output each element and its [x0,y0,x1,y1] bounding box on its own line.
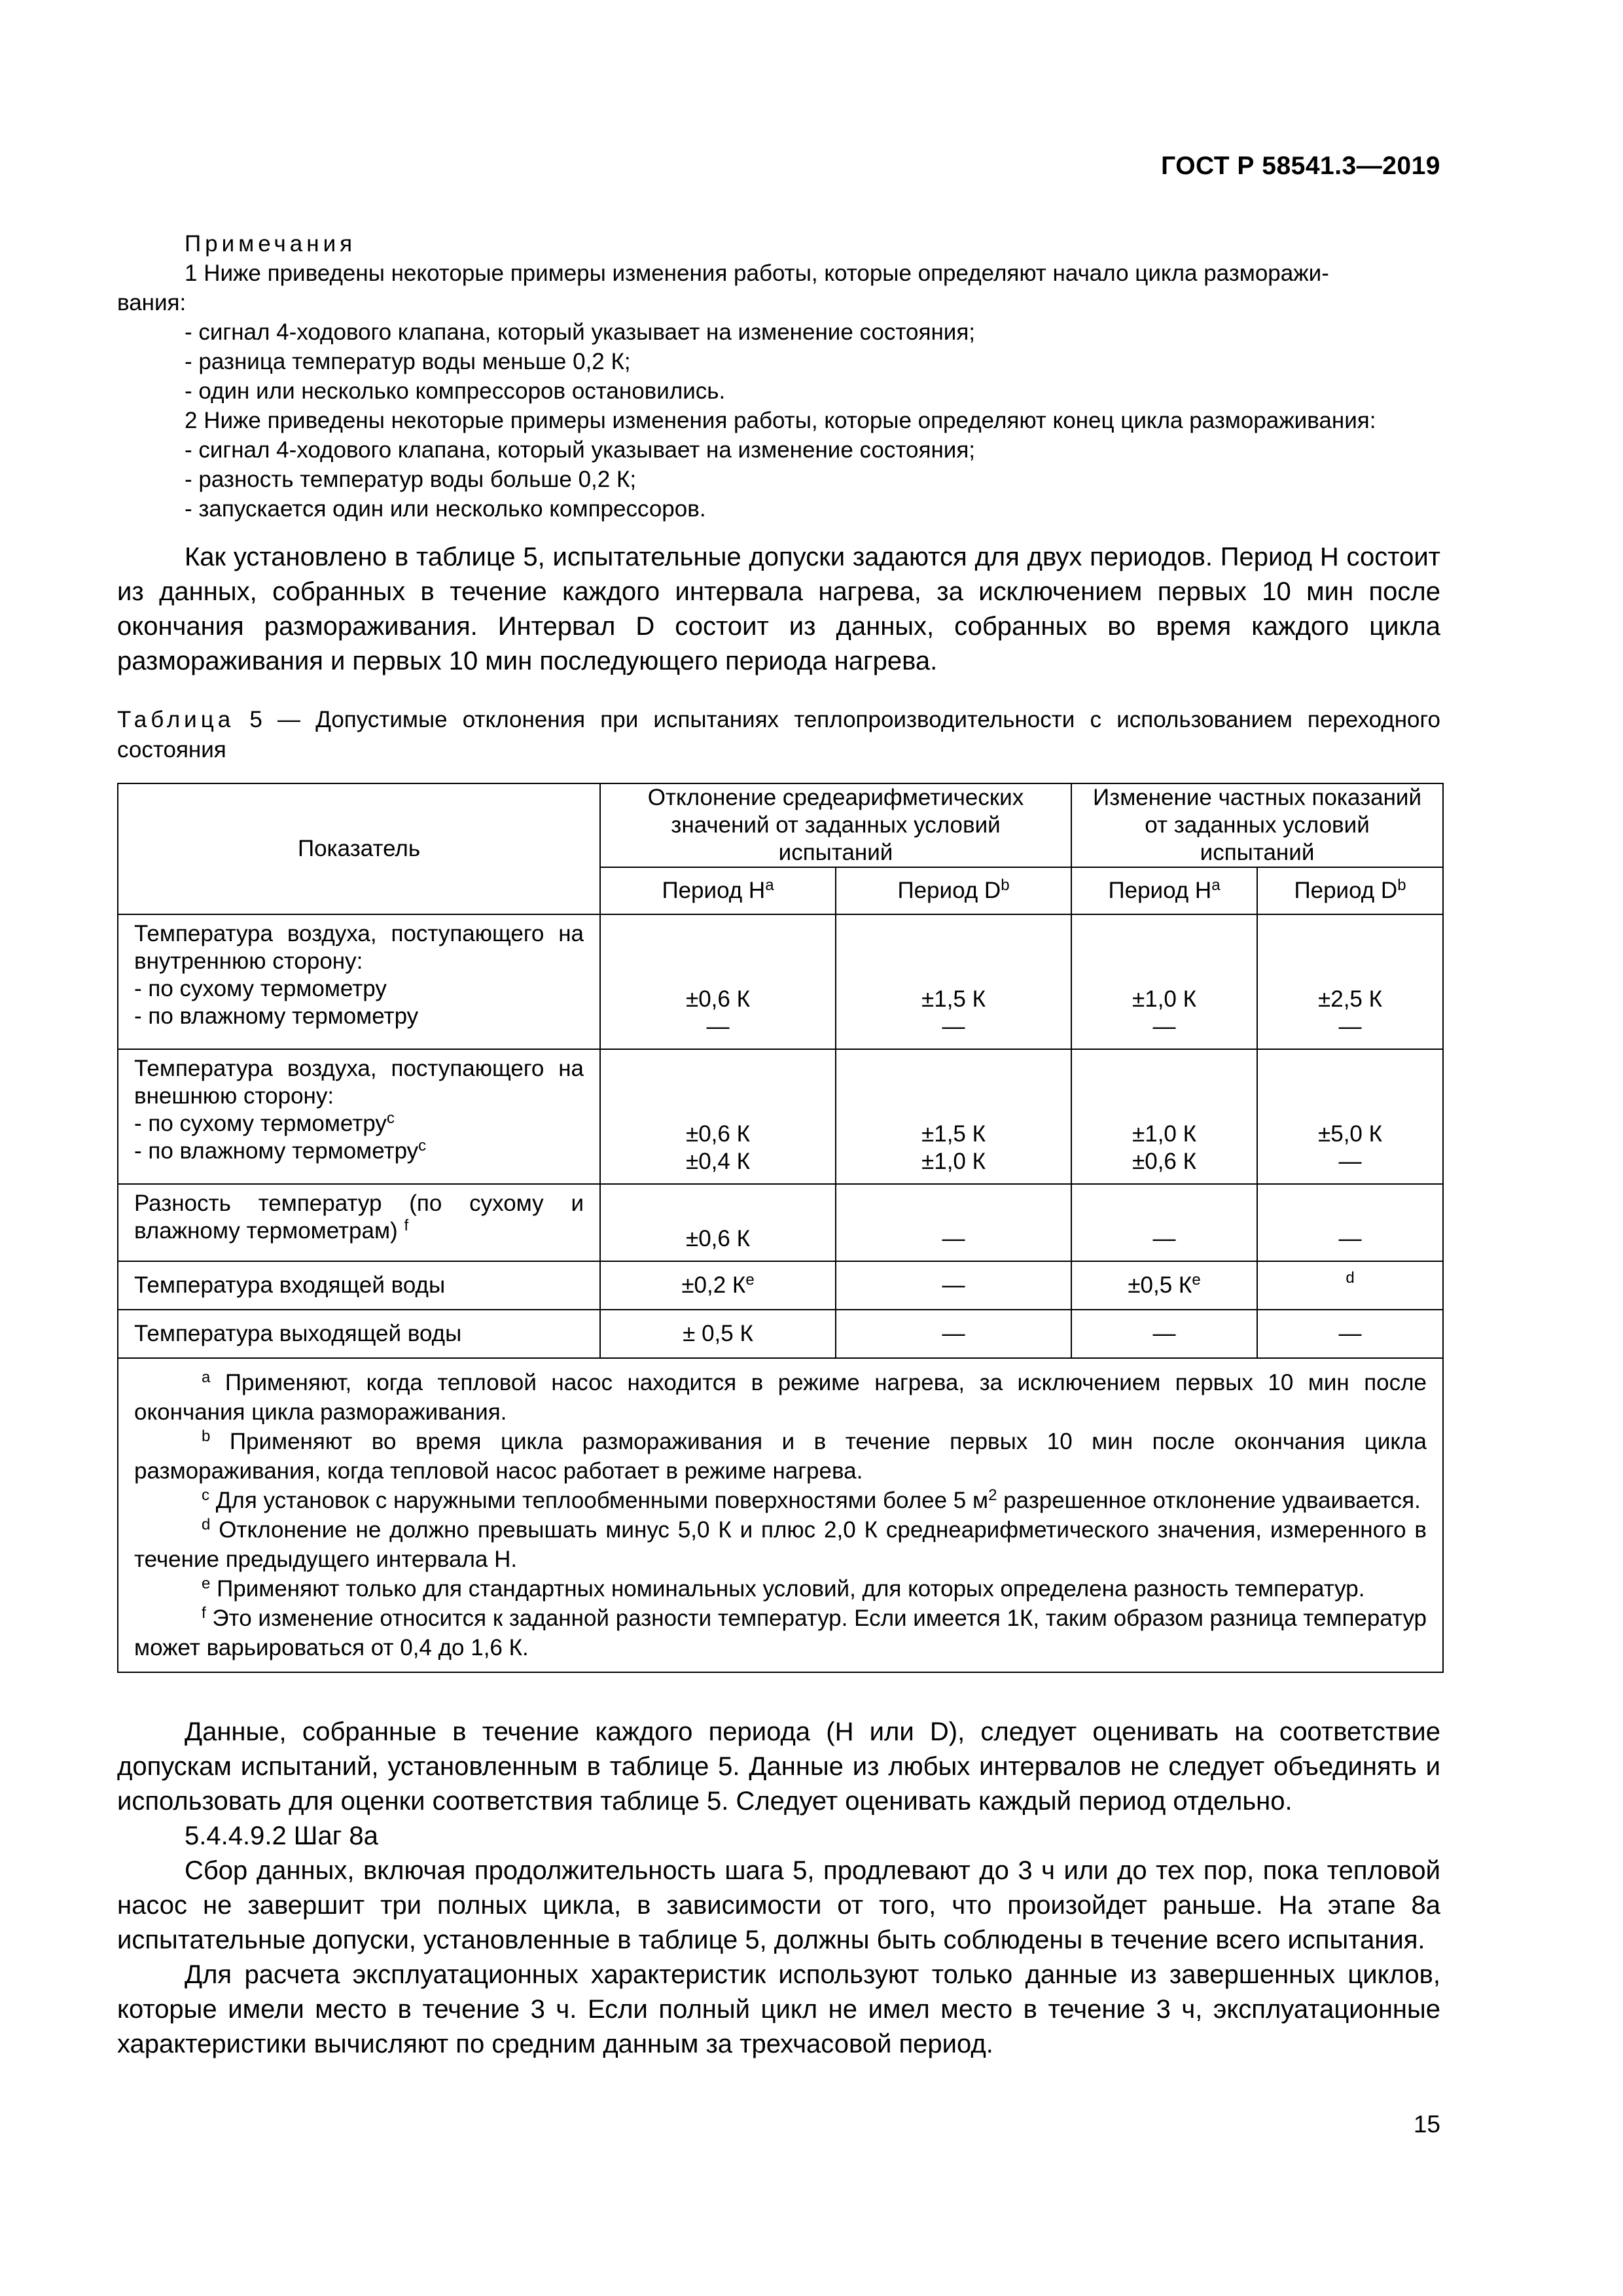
header-period-h: Период $H^a$ [1071,867,1257,914]
table-footnotes [118,1358,1443,1672]
footnote: $^f$ Это изменение относится к заданной разности температур. Если имеется 1К, таким образом разница температур может варьироваться от 0,4 до 1,6 К. [134,1604,1427,1660]
value-cell: ±1,0 К ±0,6 К [1071,1049,1257,1184]
paragraph-text: Данные, собранные в течение каждого периода (Н или D), следует оценивать на соответствие допускам испытаний, установленным в таблице 5. Данные из любых интервалов не следует объединять и использовать для оценки соответствия таблице 5. Следует оценивать каждый период отдельно. [117,1717,1440,1816]
table-row [118,1184,1443,1261]
row-indicator: Температура входящей воды [118,1261,600,1310]
tolerance-table [117,783,1444,1673]
header-indicator: Показатель [118,783,600,914]
value-cell: ±1,0 К — [1071,914,1257,1049]
note-line: - разница температур воды меньше 0,2 К; [185,349,631,374]
note-line: - сигнал 4-ходового клапана, который указывает на изменение состояния; [185,319,976,345]
value-cell: — [1071,1310,1257,1358]
table-row [118,914,1443,1049]
table-caption-label: Таблица [117,707,235,732]
value-cell: ±0,6 К — [600,914,836,1049]
footnote: $^a$ Применяют, когда тепловой насос находится в режиме нагрева, за исключением первых 10 мин после окончания цикла размораживания. [134,1369,1427,1425]
row-indicator: Разность температур (по сухому и влажному термометрам) $^f$ [118,1184,600,1261]
document-designation: ГОСТ Р 58541.3—2019 [1161,152,1440,180]
note-line: - один или несколько компрессоров остановились. [185,378,726,404]
paragraph-periods [117,540,1440,679]
value-cell: — [836,1184,1071,1261]
row-indicator: Температура воздуха, поступающего на внешнюю сторону: - по сухому термометру$^c$ - по влажному термометру$^c$ [118,1049,600,1184]
footnote: $^e$ Применяют только для стандартных номинальных условий, для которых определена разность температур. [202,1575,1365,1602]
row-indicator: Температура воздуха, поступающего на внутреннюю сторону: - по сухому термометру - по влажному термометру [118,914,600,1049]
note-line: 2 Ниже приведены некоторые примеры изменения работы, которые определяют конец цикла размораживания: [185,408,1376,433]
value-cell: — [836,1310,1071,1358]
header-group-individual-change: Изменение частных показаний от заданных условий испытаний [1071,783,1443,867]
value-cell: ±0,6 К [600,1184,836,1261]
table-caption-text: 5 — Допустимые отклонения при испытаниях теплопроизводительности с использованием переходного состояния [117,707,1440,762]
value-cell: ±0,5 $К^e$ [1071,1261,1257,1310]
note-line: вания: [117,290,187,315]
value-cell: ±5,0 К — [1257,1049,1443,1184]
footnote: $^c$ Для установок с наружными теплообменными поверхностями более 5 $м^2$ разрешенное отклонение удваивается. [202,1486,1421,1513]
value-cell: ±1,5 К ±1,0 К [836,1049,1071,1184]
header-period-h: Период $H^a$ [600,867,836,914]
value-cell: ± 0,5 К [600,1310,836,1358]
table-row [118,1310,1443,1358]
header-period-d: Период $D^b$ [1257,867,1443,914]
page-number: 15 [1413,2111,1440,2138]
value-cell: ±0,2 $К^e$ [600,1261,836,1310]
note-line: - сигнал 4-ходового клапана, который указывает на изменение состояния; [185,437,976,463]
paragraph-text: Для расчета эксплуатационных характеристик используют только данные из завершенных циклов, которые имели место в течение 3 ч. Если полный цикл не имел место в течение 3 ч, эксплуатационные характеристики вычисляют по средним данным за трехчасовой период. [117,1960,1440,2058]
notes-block [117,229,1440,524]
table-footnotes-row [118,1358,1443,1672]
paragraph-text: Сбор данных, включая продолжительность шага 5, продлевают до 3 ч или до тех пор, пока тепловой насос не завершит три полных цикла, в зависимости от того, что произойдет раньше. На этапе 8а испытательные допуски, установленные в таблице 5, должны быть соблюдены в течение всего испытания. [117,1856,1440,1954]
value-cell: — [1071,1184,1257,1261]
footnote: $^b$ Применяют во время цикла размораживания и в течение первых 10 мин после окончания цикла размораживания, когда тепловой насос работает в режиме нагрева. [134,1427,1427,1484]
table-caption [117,705,1440,765]
row-indicator: Температура выходящей воды [118,1310,600,1358]
section-heading: 5.4.4.9.2 Шаг 8а [185,1821,378,1850]
footnote: $^d$ Отклонение не должно превышать минус 5,0 К и плюс 2,0 К среднеарифметического значения, измеренного в течение предыдущего интервала Н. [134,1516,1427,1572]
table-row [118,1049,1443,1184]
note-line: 1 Ниже приведены некоторые примеры изменения работы, которые определяют начало цикла разморажи- [185,260,1329,286]
notes-title: Примечания [185,231,357,257]
value-cell: ±0,6 К ±0,4 К [600,1049,836,1184]
value-cell: — [1257,1310,1443,1358]
header-group-mean-deviation: Отклонение средеарифметических значений от заданных условий испытаний [600,783,1071,867]
value-cell: ±1,5 К — [836,914,1071,1049]
note-line: - запускается один или несколько компрессоров. [185,496,706,522]
paragraph-evaluation [117,1715,1440,2062]
paragraph-text: Как установлено в таблице 5, испытательные допуски задаются для двух периодов. Период Н состоит из данных, собранных в течение каждого интервала нагрева, за исключением первых 10 мин после окончания размораживания. Интервал D состоит из данных, собранных во время каждого цикла размораживания и первых 10 мин последующего периода нагрева. [117,543,1440,675]
value-cell: — [836,1261,1071,1310]
header-period-d: Период $D^b$ [836,867,1071,914]
value-cell: d [1257,1261,1443,1310]
value-cell: — [1257,1184,1443,1261]
table-row [118,1261,1443,1310]
value-cell: ±2,5 К — [1257,914,1443,1049]
note-line: - разность температур воды больше 0,2 К; [185,467,637,492]
